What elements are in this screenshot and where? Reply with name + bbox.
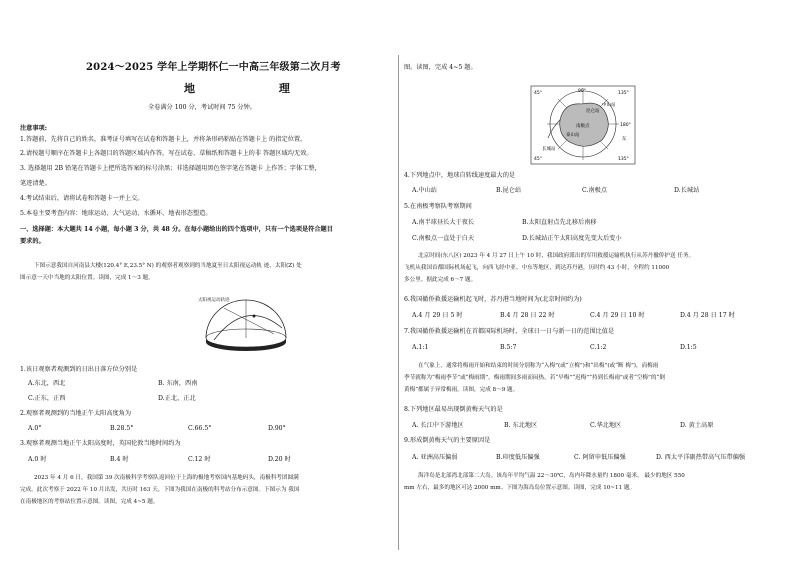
option-c[interactable]: C.华北地区 bbox=[590, 422, 622, 429]
option-a[interactable]: A.1:1 bbox=[412, 344, 429, 351]
question-stem: 4.下列地点中，地球自转线速度最大的是 bbox=[404, 172, 516, 179]
ground-shadow bbox=[206, 338, 286, 351]
option-a[interactable]: A.0 时 bbox=[28, 456, 47, 463]
exam-meta: 全卷满分 100 分，考试时间 75 分钟。 bbox=[148, 104, 256, 111]
figure-label: 太阳视运动轨迹 bbox=[198, 298, 230, 303]
exam-subject: 地 理 bbox=[184, 82, 330, 95]
option-b[interactable]: B.28.5° bbox=[110, 425, 134, 432]
option-b[interactable]: B.5:7 bbox=[500, 344, 517, 351]
passage-text: 在南极地区的考察站位置示意图。读图，完成 4~5 题。 bbox=[20, 499, 159, 505]
exam-title: 2024～2025 学年上学期怀仁一中高三年级第二次月考 bbox=[86, 62, 341, 73]
map-label: 45° bbox=[534, 157, 542, 162]
option-d[interactable]: D.1:5 bbox=[680, 344, 697, 351]
map-label: 中山站 bbox=[602, 103, 616, 108]
map-label: 昆仑站 bbox=[586, 109, 600, 114]
sun-path-arc bbox=[214, 316, 282, 341]
option-c[interactable]: C.12 时 bbox=[188, 456, 211, 463]
map-label: 南极点 bbox=[576, 124, 590, 129]
question-stem: 3.观察者观测当地正午太阳高度时，英国伦敦当地时间约为 bbox=[20, 440, 181, 447]
option-b[interactable]: B.太阳直射点先北移后南移 bbox=[522, 219, 597, 226]
passage-text: 季节就称为“梅雨季节”或“梅雨期”。梅雨期间多雨而闷热，若“早梅”“迟梅”“持到长梅雨”或者“空梅”的“倒 bbox=[404, 375, 665, 381]
question-stem: 2.观察者观测到的当地正午太阳高度角为 bbox=[20, 410, 132, 417]
option-d[interactable]: D. 黄土高原 bbox=[680, 422, 714, 429]
sun-marker bbox=[253, 315, 256, 318]
option-c[interactable]: C.南极点一直处于白天 bbox=[412, 235, 475, 242]
passage-text: 多公里。据此完成 6～7 题。 bbox=[404, 277, 477, 283]
note-line: 5.本卷主要考查内容：地球运动、大气运动、水循环、地表形态塑造。 bbox=[20, 210, 212, 217]
map-label: 135° bbox=[618, 91, 629, 96]
passage-text: 完成。此次考察于 2022 年 10 月出发，共历时 163 天。下图为我国在南极的科考站分布示意图。下图示为 我国 bbox=[20, 487, 300, 493]
passage-text: 2023 年 4 月 6 日，我国第 39 次南极科学考察队返回位于上海的极地考察国内基地码头，南极科考团圆满 bbox=[34, 475, 299, 481]
option-c[interactable]: C. 阿留申低压偏强 bbox=[574, 454, 626, 461]
option-d[interactable]: D.20 时 bbox=[268, 456, 291, 463]
option-b[interactable]: B.昆仑站 bbox=[496, 187, 522, 194]
passage-text: 在气象上，通常将梅雨开始和结束的时间分别称为“入梅”(或“立梅”)和“出梅”(或“断 梅”)，而梅雨 bbox=[418, 363, 659, 369]
option-a[interactable]: A.中山站 bbox=[412, 187, 437, 194]
question-stem: 5.在南极考察队考察期间 bbox=[404, 203, 472, 210]
question-stem: 6.我国撤侨救援运输机起飞时，苏丹港当地时间为(北京时间约为) bbox=[404, 296, 582, 303]
map-label: 长城站 bbox=[542, 147, 556, 152]
option-c[interactable]: C.南极点 bbox=[582, 187, 608, 194]
note-line: 笔迹清楚。 bbox=[20, 180, 51, 187]
option-d[interactable]: D.长城站 bbox=[674, 187, 700, 194]
antarctica-map bbox=[530, 80, 638, 166]
passage-text: 下图示意我国自河南县大楼(120.4° E,23.5° N) 的观察者观察到的当地夏至日太阳视运动轨 迹，太阳(Z) 处 bbox=[34, 263, 302, 269]
map-label: 45° bbox=[534, 91, 542, 96]
option-b[interactable]: B. 东北地区 bbox=[504, 422, 538, 429]
column-divider bbox=[398, 55, 399, 550]
note-line: 4.考试结束后，请将试卷和答题卡一并上交。 bbox=[20, 195, 144, 202]
map-label: 180° bbox=[620, 123, 631, 128]
note-line: 2.请按题号顺序在答题卡上各题目的答题区域内作答，写在试卷、草稿纸和答题卡上的非 答题区域均无效。 bbox=[20, 150, 313, 157]
option-b[interactable]: B.4 月 28 日 22 时 bbox=[500, 312, 555, 319]
option-c[interactable]: C.4 月 29 日 10 时 bbox=[590, 312, 645, 319]
question-stem: 7.我国撤侨救援运输机在首都国际机场时，全球日一日与新一日的范围比值是 bbox=[404, 328, 615, 335]
note-line: 1.答题前，先将自己的姓名，准考证号填写在试卷和答题卡上，并将条形码粘贴在答题卡上 的指定位置。 bbox=[20, 136, 307, 143]
option-b[interactable]: B.印度低压偏强 bbox=[496, 454, 540, 461]
passage-text: 飞机从我国首都国际机场起飞，向西飞经中亚、中东等地区，到达苏丹港，历时约 43 小时，全程约 11000 bbox=[404, 265, 670, 271]
option-d[interactable]: D. 西太平洋副热带高气压带偏强 bbox=[656, 454, 746, 461]
notes-heading: 注意事项: bbox=[20, 125, 48, 132]
option-d[interactable]: D.4 月 28 日 17 时 bbox=[680, 312, 735, 319]
option-d[interactable]: D.长城站正午太阳高度先变大后变小 bbox=[522, 235, 622, 242]
option-d[interactable]: D.正北，正北 bbox=[158, 395, 196, 402]
map-label: 90° bbox=[578, 89, 586, 94]
option-b[interactable]: B.4 时 bbox=[110, 456, 129, 463]
section-instruction: 要求的。 bbox=[20, 238, 45, 245]
option-d[interactable]: D.90° bbox=[268, 425, 286, 432]
section-instruction: 一、选择题：本大题共 14 小题，每小题 3 分，共 48 分。在每小题给出的四个选项中，只有一个选项是符合题目 bbox=[20, 226, 333, 233]
sun-path-arc bbox=[224, 308, 274, 334]
option-a[interactable]: A.南半球昼长大于夜长 bbox=[412, 219, 475, 226]
passage-text: mm 左右，最多的地区可达 2000 mm。下图为海岛岛位置示意图。读图，完成 10~11 题。 bbox=[404, 485, 636, 491]
question-stem: 9.形成倒黄梅天气的主要原因是 bbox=[404, 437, 491, 444]
option-a[interactable]: A. 长江中下游地区 bbox=[412, 422, 464, 429]
option-c[interactable]: C.66.5° bbox=[188, 425, 212, 432]
passage-text: 海洋岛是北部湾北部第二大岛。该岛年平均气温 22～30℃，岛内年降水量约 1800 毫米。 最少的地区 550 bbox=[418, 473, 685, 479]
passage-text: 图示意一天中当地的太阳位置。读图，完成 1～3 题。 bbox=[20, 275, 154, 281]
map-label: 东 bbox=[622, 137, 627, 142]
option-a[interactable]: A.4 月 29 日 5 时 bbox=[412, 312, 463, 319]
note-line: 3. 选择题用 2B 铅笔在答题卡上把所选答案的标号涂黑；非选择题用黑色签字笔在答题卡 上作答；字体工整， bbox=[20, 165, 321, 172]
map-label: 泰山站 bbox=[566, 133, 580, 138]
question-stem: 8.下列地区最易出现倒黄梅天气的是 bbox=[404, 406, 503, 413]
option-c[interactable]: C.正东，正西 bbox=[28, 395, 66, 402]
question-stem: 1.该日观察者观测到的日出日落方位分别是 bbox=[20, 366, 138, 373]
option-a[interactable]: A.0° bbox=[28, 425, 42, 432]
passage-text: 黄梅”都属于异常梅雨。读图，完成 8～9 题。 bbox=[404, 387, 519, 393]
option-c[interactable]: C.1:2 bbox=[590, 344, 607, 351]
passage-text: 图。读图，完成 4~5 题。 bbox=[404, 64, 477, 71]
map-label: 135° bbox=[618, 157, 629, 162]
option-b[interactable]: B. 东南，西南 bbox=[158, 380, 198, 387]
passage-text: 北京时间(东八区) 2023 年 4 月 27 日上午 10 时，我国政府派出的军用救援运输机执行从苏丹撤侨护送 任务。 bbox=[418, 253, 695, 259]
option-a[interactable]: A.东北，西北 bbox=[28, 380, 66, 387]
sun-path-figure bbox=[196, 294, 296, 360]
option-a[interactable]: A. 亚洲高压偏弱 bbox=[412, 454, 458, 461]
